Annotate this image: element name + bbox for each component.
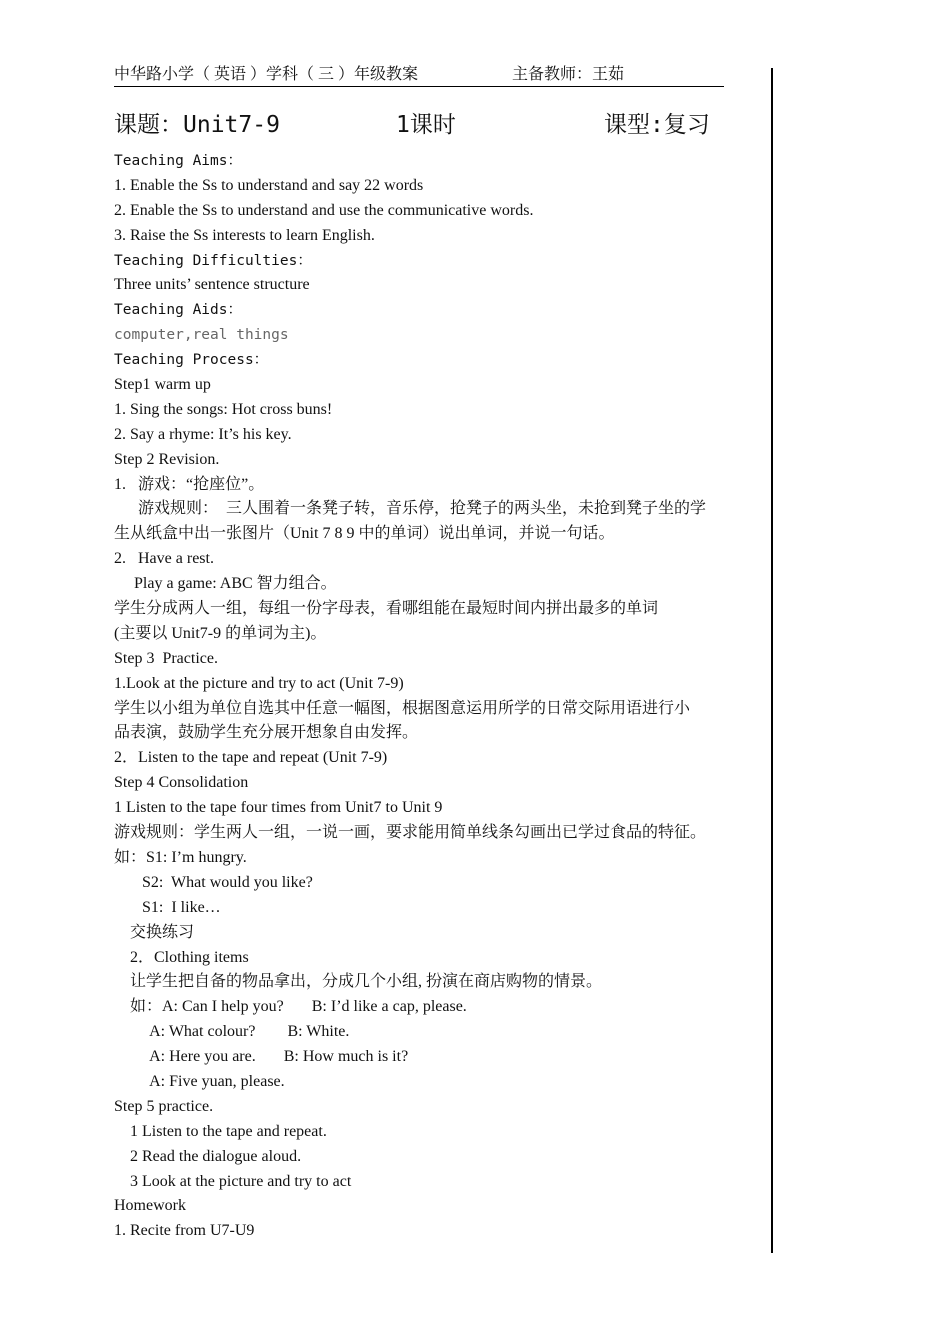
- text-line: 学生以小组为单位自选其中任意一幅图，根据图意运用所学的日常交际用语进行小: [114, 699, 691, 717]
- text-line: Homework: [114, 1197, 186, 1215]
- text-line: Step 5 practice.: [114, 1097, 214, 1115]
- text-line: 2．Listen to the tape and repeat (Unit 7-9): [114, 749, 388, 767]
- text-line: 1. Recite from U7-U9: [114, 1222, 255, 1240]
- lesson-title-row: [114, 108, 724, 142]
- text-line: 交换练习: [114, 923, 195, 941]
- lead-teacher: 主备教师：王茹: [512, 66, 625, 83]
- text-line: S2: What would you like?: [114, 873, 313, 891]
- text-line: (主要以 Unit7-9 的单词为主)。: [114, 624, 327, 642]
- text-line: 1. 游戏：“抢座位”。: [114, 475, 265, 493]
- text-line: Step 3 Practice.: [114, 649, 218, 667]
- lesson-type: 课型:复习: [604, 112, 710, 138]
- text-line: 学生分成两人一组，每组一份字母表，看哪组能在最短时间内拼出最多的单词: [114, 600, 659, 618]
- text-line: 游戏规则：学生两人一组，一说一画，要求能用简单线条勾画出已学过食品的特征。: [114, 824, 707, 842]
- section-heading: Teaching Aims：: [114, 153, 242, 169]
- text-line: Step 2 Revision.: [114, 450, 220, 468]
- text-line: 让学生把自备的物品拿出，分成几个小组, 扮演在商店购物的情景。: [114, 973, 603, 991]
- text-line: 如：S1: I’m hungry.: [114, 848, 247, 866]
- text-line: A: Five yuan, please.: [114, 1072, 285, 1090]
- section-heading: Teaching Process：: [114, 352, 269, 369]
- text-line: 1.Look at the picture and try to act (Unit 7-9): [114, 674, 404, 692]
- text-line: S1: I like…: [114, 898, 221, 916]
- text-line: 3. Raise the Ss interests to learn English.: [114, 226, 375, 244]
- text-line: Play a game: ABC 智力组合。: [114, 575, 337, 593]
- text-line: 1. Enable the Ss to understand and say 22 words: [114, 176, 424, 194]
- text-line: A: Here you are. B: How much is it?: [114, 1048, 409, 1066]
- text-line: 生从纸盒中出一张图片（Unit 7 8 9 中的单词）说出单词，并说一句话。: [114, 525, 615, 543]
- text-line: 1 Listen to the tape and repeat.: [114, 1122, 327, 1140]
- text-line: 2. Enable the Ss to understand and use the communicative words.: [114, 201, 534, 219]
- text-line: 2. Say a rhyme: It’s his key.: [114, 425, 292, 443]
- text-line: Step 4 Consolidation: [114, 774, 249, 792]
- text-line: 1 Listen to the tape four times from Unit7 to Unit 9: [114, 799, 443, 817]
- text-line: 1. Sing the songs: Hot cross buns!: [114, 400, 333, 418]
- text-line: 2 Read the dialogue aloud.: [114, 1147, 302, 1165]
- text-line: computer,real things: [114, 327, 289, 344]
- lesson-topic: 课题：Unit7-9: [114, 112, 280, 138]
- text-line: Three units’ sentence structure: [114, 276, 310, 294]
- text-line: 如：A: Can I help you? B: I’d like a cap, please.: [114, 998, 467, 1016]
- right-margin-rule: [771, 68, 773, 1253]
- section-heading: Teaching Aids：: [114, 302, 242, 319]
- section-heading: Teaching Difficulties：: [114, 252, 312, 269]
- text-line: 3 Look at the picture and try to act: [114, 1172, 352, 1190]
- text-line: A: What colour? B: White.: [114, 1023, 350, 1041]
- text-line: 游戏规则： 三人围着一条凳子转，音乐停，抢凳子的两头坐，未抢到凳子坐的学: [114, 500, 707, 518]
- lesson-period: 1课时: [396, 112, 456, 138]
- lesson-plan-body: [114, 149, 734, 1244]
- school-subject-grade: 中华路小学（ 英语 ）学科（ 三 ）年级教案: [114, 66, 419, 83]
- text-line: 2．Clothing items: [114, 948, 249, 966]
- text-line: 2. Have a rest.: [114, 550, 214, 568]
- text-line: Step1 warm up: [114, 376, 211, 394]
- text-line: 品表演，鼓励学生充分展开想象自由发挥。: [114, 724, 419, 742]
- page-header: [114, 64, 724, 87]
